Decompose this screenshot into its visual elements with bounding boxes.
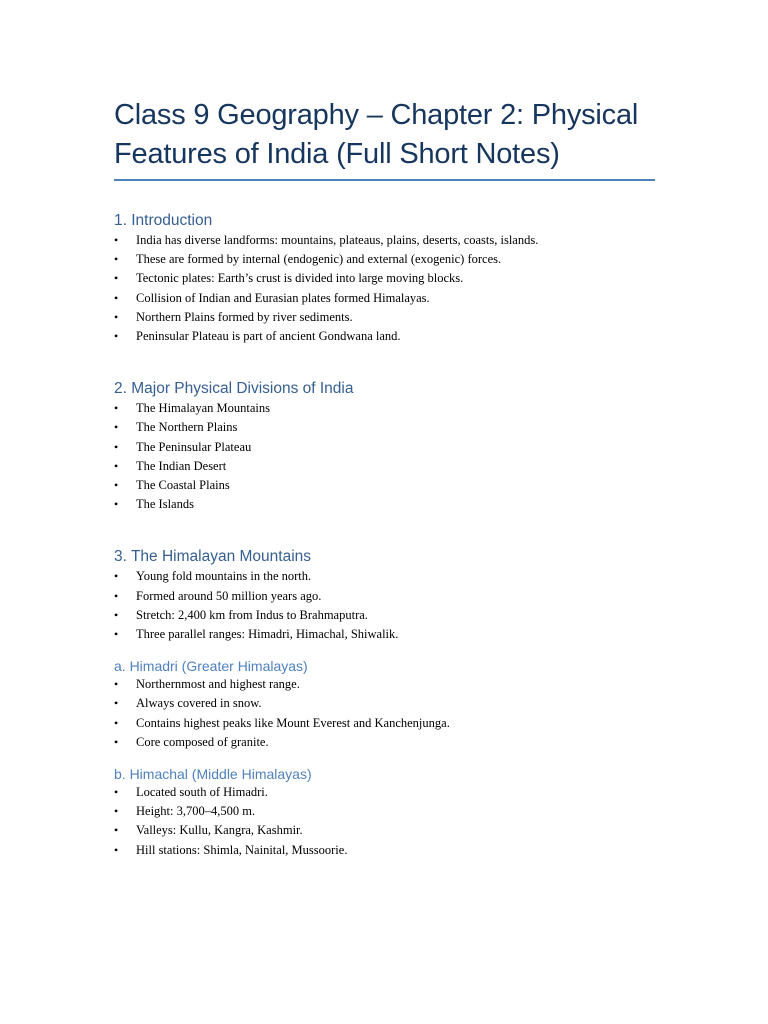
list-item	[114, 783, 655, 802]
bullet-icon: •	[114, 804, 119, 819]
list-item-text: The Coastal Plains	[136, 478, 230, 493]
list-item	[114, 606, 655, 625]
list-item-text: The Peninsular Plateau	[136, 439, 252, 454]
list-item-text: Hill stations: Shimla, Nainital, Mussoorie.	[136, 842, 348, 857]
list-item	[114, 457, 655, 476]
list-item-text: Collision of Indian and Eurasian plates formed Himalayas.	[136, 290, 430, 305]
list-item	[114, 418, 655, 437]
list-item-text: India has diverse landforms: mountains, plateaus, plains, deserts, coasts, islands.	[136, 233, 539, 247]
list-item-text: Contains highest peaks like Mount Everest and Kanchenjunga.	[136, 715, 450, 730]
list-item-text: Located south of Himadri.	[136, 785, 268, 800]
section-heading-himalayan-mountains: 3. The Himalayan Mountains	[114, 548, 312, 566]
section-heading-physical-divisions: 2. Major Physical Divisions of India	[114, 380, 354, 398]
himadri-list	[114, 675, 655, 752]
bullet-icon: •	[114, 420, 119, 435]
bullet-icon: •	[114, 734, 119, 749]
list-item	[114, 269, 655, 288]
himalayan-mountains-list	[114, 567, 655, 644]
bullet-icon: •	[114, 696, 119, 711]
bullet-icon: •	[114, 569, 119, 584]
introduction-list	[114, 231, 655, 346]
physical-divisions-list	[114, 399, 655, 514]
bullet-icon: •	[114, 677, 119, 692]
list-item	[114, 567, 655, 586]
bullet-icon: •	[114, 401, 119, 416]
bullet-icon: •	[114, 252, 119, 267]
bullet-icon: •	[114, 823, 119, 838]
bullet-icon: •	[114, 785, 119, 800]
bullet-icon: •	[114, 478, 119, 493]
list-item	[114, 694, 655, 713]
bullet-icon: •	[114, 329, 119, 344]
list-item	[114, 714, 655, 733]
bullet-icon: •	[114, 439, 119, 454]
document-page	[114, 96, 655, 860]
list-item	[114, 399, 655, 418]
list-item-text: The Himalayan Mountains	[136, 401, 270, 416]
list-item	[114, 802, 655, 821]
list-item-text: Northern Plains formed by river sediments.	[136, 309, 353, 324]
list-item-text: The Indian Desert	[136, 458, 227, 473]
title-underline	[114, 179, 655, 181]
list-item-text: Height: 3,700–4,500 m.	[136, 804, 256, 819]
list-item-text: Young fold mountains in the north.	[136, 569, 312, 584]
list-item	[114, 250, 655, 269]
list-item	[114, 841, 655, 860]
bullet-icon: •	[114, 233, 119, 247]
section-heading-introduction: 1. Introduction	[114, 212, 213, 229]
list-item	[114, 675, 655, 694]
subsection-heading-himachal: b. Himachal (Middle Himalayas)	[114, 766, 312, 783]
list-item	[114, 308, 655, 327]
list-item-text: Core composed of granite.	[136, 734, 269, 749]
list-item	[114, 495, 655, 514]
list-item	[114, 476, 655, 495]
list-item	[114, 587, 655, 606]
bullet-icon: •	[114, 607, 119, 622]
himachal-list	[114, 783, 655, 860]
bullet-icon: •	[114, 842, 119, 857]
bullet-icon: •	[114, 715, 119, 730]
subsection-heading-himadri: a. Himadri (Greater Himalayas)	[114, 658, 308, 675]
list-item-text: Peninsular Plateau is part of ancient Gondwana land.	[136, 329, 401, 344]
list-item	[114, 438, 655, 457]
list-item-text: Stretch: 2,400 km from Indus to Brahmaputra.	[136, 607, 368, 622]
list-item-text: The Islands	[136, 497, 194, 512]
list-item	[114, 231, 655, 250]
list-item-text: Valleys: Kullu, Kangra, Kashmir.	[136, 823, 303, 838]
list-item	[114, 327, 655, 346]
bullet-icon: •	[114, 588, 119, 603]
list-item-text: Always covered in snow.	[136, 696, 262, 711]
document-title: Class 9 Geography – Chapter 2: Physical Features of India (Full Short Notes)	[114, 99, 639, 170]
bullet-icon: •	[114, 271, 119, 286]
bullet-icon: •	[114, 497, 119, 512]
list-item-text: These are formed by internal (endogenic) and external (exogenic) forces.	[136, 252, 502, 267]
bullet-icon: •	[114, 458, 119, 473]
list-item	[114, 821, 655, 840]
list-item	[114, 733, 655, 752]
list-item-text: The Northern Plains	[136, 420, 238, 435]
list-item	[114, 625, 655, 644]
list-item-text: Three parallel ranges: Himadri, Himachal, Shiwalik.	[136, 627, 399, 642]
list-item-text: Formed around 50 million years ago.	[136, 588, 322, 603]
bullet-icon: •	[114, 290, 119, 305]
list-item	[114, 289, 655, 308]
list-item-text: Northernmost and highest range.	[136, 677, 300, 692]
bullet-icon: •	[114, 627, 119, 642]
list-item-text: Tectonic plates: Earth’s crust is divided into large moving blocks.	[136, 271, 464, 286]
bullet-icon: •	[114, 309, 119, 324]
